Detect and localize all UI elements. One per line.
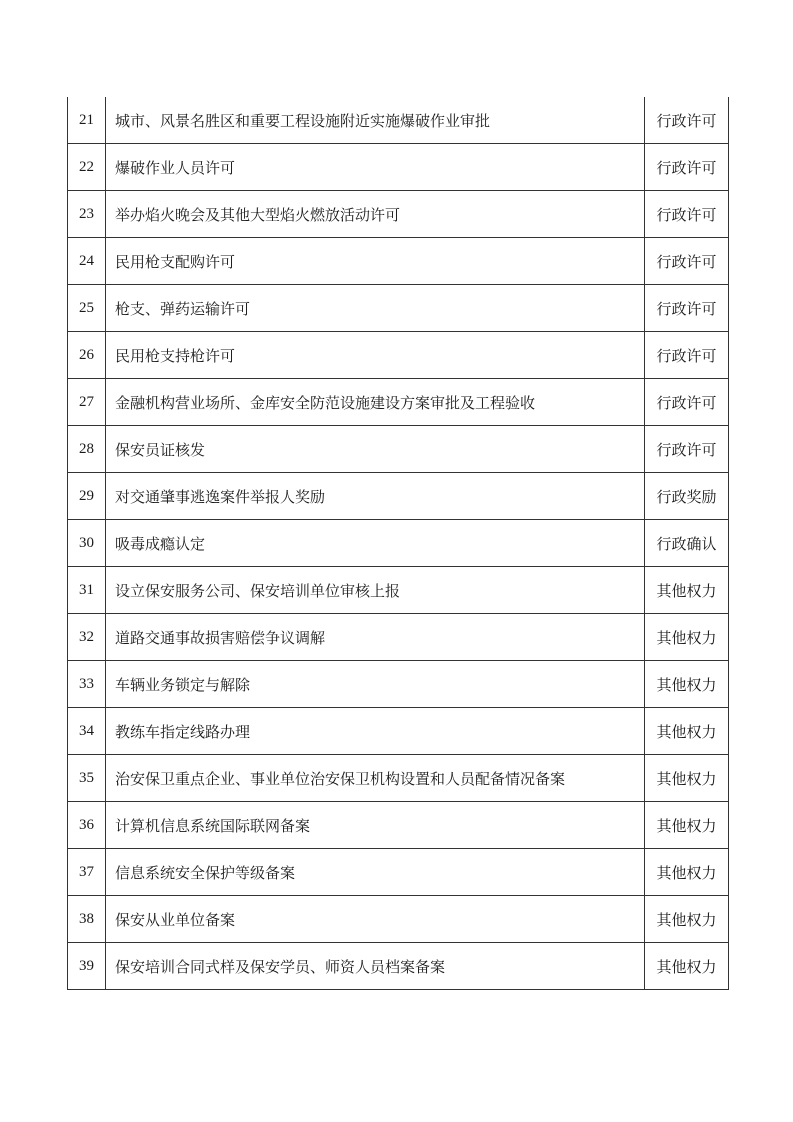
row-number: 34 — [68, 708, 106, 755]
row-number: 31 — [68, 567, 106, 614]
row-number: 29 — [68, 473, 106, 520]
table-row — [68, 849, 729, 896]
row-number: 38 — [68, 896, 106, 943]
power-type: 行政许可 — [645, 285, 729, 332]
table-row — [68, 755, 729, 802]
item-name: 对交通肇事逃逸案件举报人奖励 — [106, 473, 645, 520]
table-row — [68, 285, 729, 332]
table-row — [68, 943, 729, 990]
table-row — [68, 520, 729, 567]
power-type: 其他权力 — [645, 755, 729, 802]
power-type: 行政许可 — [645, 332, 729, 379]
row-number: 35 — [68, 755, 106, 802]
item-name: 保安从业单位备案 — [106, 896, 645, 943]
table-row — [68, 614, 729, 661]
power-type: 行政确认 — [645, 520, 729, 567]
item-name: 计算机信息系统国际联网备案 — [106, 802, 645, 849]
table-row — [68, 661, 729, 708]
power-type: 行政许可 — [645, 144, 729, 191]
table-row — [68, 802, 729, 849]
power-type: 其他权力 — [645, 614, 729, 661]
item-name: 保安员证核发 — [106, 426, 645, 473]
power-list-table — [67, 97, 729, 990]
row-number: 21 — [68, 97, 106, 144]
item-name: 金融机构营业场所、金库安全防范设施建设方案审批及工程验收 — [106, 379, 645, 426]
row-number: 23 — [68, 191, 106, 238]
item-name: 车辆业务锁定与解除 — [106, 661, 645, 708]
power-type: 行政奖励 — [645, 473, 729, 520]
power-type: 行政许可 — [645, 426, 729, 473]
table-row — [68, 426, 729, 473]
item-name: 保安培训合同式样及保安学员、师资人员档案备案 — [106, 943, 645, 990]
power-type: 其他权力 — [645, 708, 729, 755]
row-number: 27 — [68, 379, 106, 426]
item-name: 爆破作业人员许可 — [106, 144, 645, 191]
row-number: 24 — [68, 238, 106, 285]
table-row — [68, 97, 729, 144]
row-number: 25 — [68, 285, 106, 332]
table-row — [68, 379, 729, 426]
power-type: 其他权力 — [645, 896, 729, 943]
table-row — [68, 238, 729, 285]
item-name: 吸毒成瘾认定 — [106, 520, 645, 567]
table-row — [68, 708, 729, 755]
power-type: 行政许可 — [645, 97, 729, 144]
table-row — [68, 144, 729, 191]
row-number: 30 — [68, 520, 106, 567]
item-name: 道路交通事故损害赔偿争议调解 — [106, 614, 645, 661]
item-name: 举办焰火晚会及其他大型焰火燃放活动许可 — [106, 191, 645, 238]
power-type: 其他权力 — [645, 943, 729, 990]
row-number: 33 — [68, 661, 106, 708]
row-number: 26 — [68, 332, 106, 379]
item-name: 教练车指定线路办理 — [106, 708, 645, 755]
table-row — [68, 332, 729, 379]
row-number: 36 — [68, 802, 106, 849]
item-name: 民用枪支持枪许可 — [106, 332, 645, 379]
power-type: 其他权力 — [645, 567, 729, 614]
item-name: 枪支、弹药运输许可 — [106, 285, 645, 332]
row-number: 28 — [68, 426, 106, 473]
row-number: 22 — [68, 144, 106, 191]
power-type: 其他权力 — [645, 849, 729, 896]
item-name: 民用枪支配购许可 — [106, 238, 645, 285]
table-row — [68, 473, 729, 520]
power-type: 其他权力 — [645, 661, 729, 708]
item-name: 设立保安服务公司、保安培训单位审核上报 — [106, 567, 645, 614]
power-type: 行政许可 — [645, 191, 729, 238]
row-number: 32 — [68, 614, 106, 661]
power-type: 行政许可 — [645, 379, 729, 426]
power-type: 行政许可 — [645, 238, 729, 285]
power-type: 其他权力 — [645, 802, 729, 849]
item-name: 信息系统安全保护等级备案 — [106, 849, 645, 896]
table-row — [68, 567, 729, 614]
table-row — [68, 191, 729, 238]
row-number: 39 — [68, 943, 106, 990]
item-name: 治安保卫重点企业、事业单位治安保卫机构设置和人员配备情况备案 — [106, 755, 645, 802]
row-number: 37 — [68, 849, 106, 896]
item-name: 城市、风景名胜区和重要工程设施附近实施爆破作业审批 — [106, 97, 645, 144]
table-body — [68, 97, 729, 990]
table-row — [68, 896, 729, 943]
